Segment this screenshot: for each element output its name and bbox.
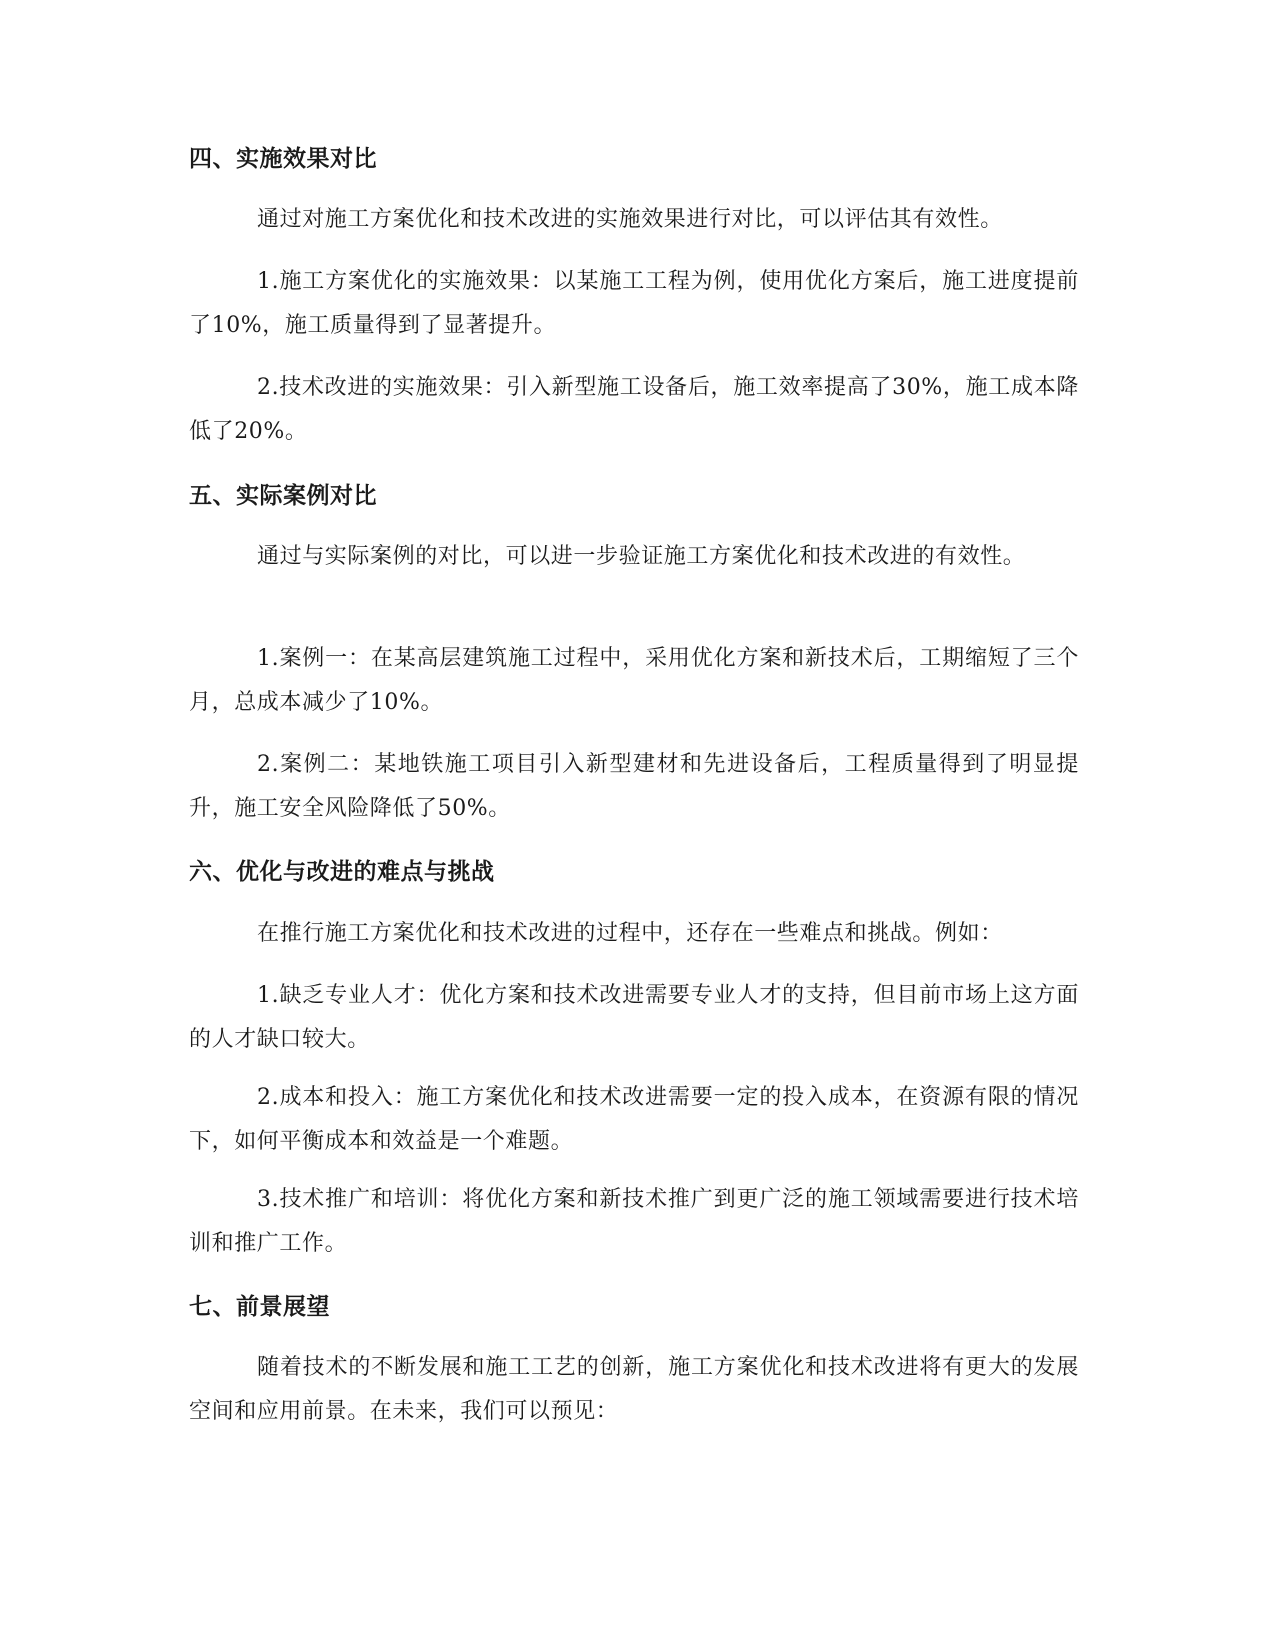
paragraph: 2.案例二：某地铁施工项目引入新型建材和先进设备后，工程质量得到了明显提升，施工安全风险降低了50%。 — [189, 752, 1079, 821]
paragraph: 通过对施工方案优化和技术改进的实施效果进行对比，可以评估其有效性。 — [257, 207, 1003, 232]
paragraph: 1.缺乏专业人才：优化方案和技术改进需要专业人才的支持，但目前市场上这方面的人才缺口较大。 — [189, 983, 1079, 1052]
paragraph: 2.技术改进的实施效果：引入新型施工设备后，施工效率提高了30%，施工成本降低了20%。 — [189, 375, 1079, 444]
paragraph: 1.案例一：在某高层建筑施工过程中，采用优化方案和新技术后，工期缩短了三个月，总成本减少了10%。 — [189, 646, 1079, 715]
paragraph: 通过与实际案例的对比，可以进一步验证施工方案优化和技术改进的有效性。 — [257, 544, 1026, 569]
paragraph: 随着技术的不断发展和施工工艺的创新，施工方案优化和技术改进将有更大的发展空间和应用前景。在未来，我们可以预见： — [189, 1355, 1079, 1424]
section-heading-5: 五、实际案例对比 — [189, 483, 377, 509]
section-heading-4: 四、实施效果对比 — [189, 146, 377, 172]
section-heading-6: 六、优化与改进的难点与挑战 — [189, 859, 495, 885]
paragraph: 1.施工方案优化的实施效果：以某施工工程为例，使用优化方案后，施工进度提前了10%，施工质量得到了显著提升。 — [189, 269, 1079, 338]
paragraph: 2.成本和投入：施工方案优化和技术改进需要一定的投入成本，在资源有限的情况下，如何平衡成本和效益是一个难题。 — [189, 1085, 1079, 1154]
section-heading-7: 七、前景展望 — [189, 1294, 330, 1320]
paragraph: 3.技术推广和培训：将优化方案和新技术推广到更广泛的施工领域需要进行技术培训和推广工作。 — [189, 1187, 1079, 1256]
paragraph: 在推行施工方案优化和技术改进的过程中，还存在一些难点和挑战。例如： — [257, 921, 1003, 946]
